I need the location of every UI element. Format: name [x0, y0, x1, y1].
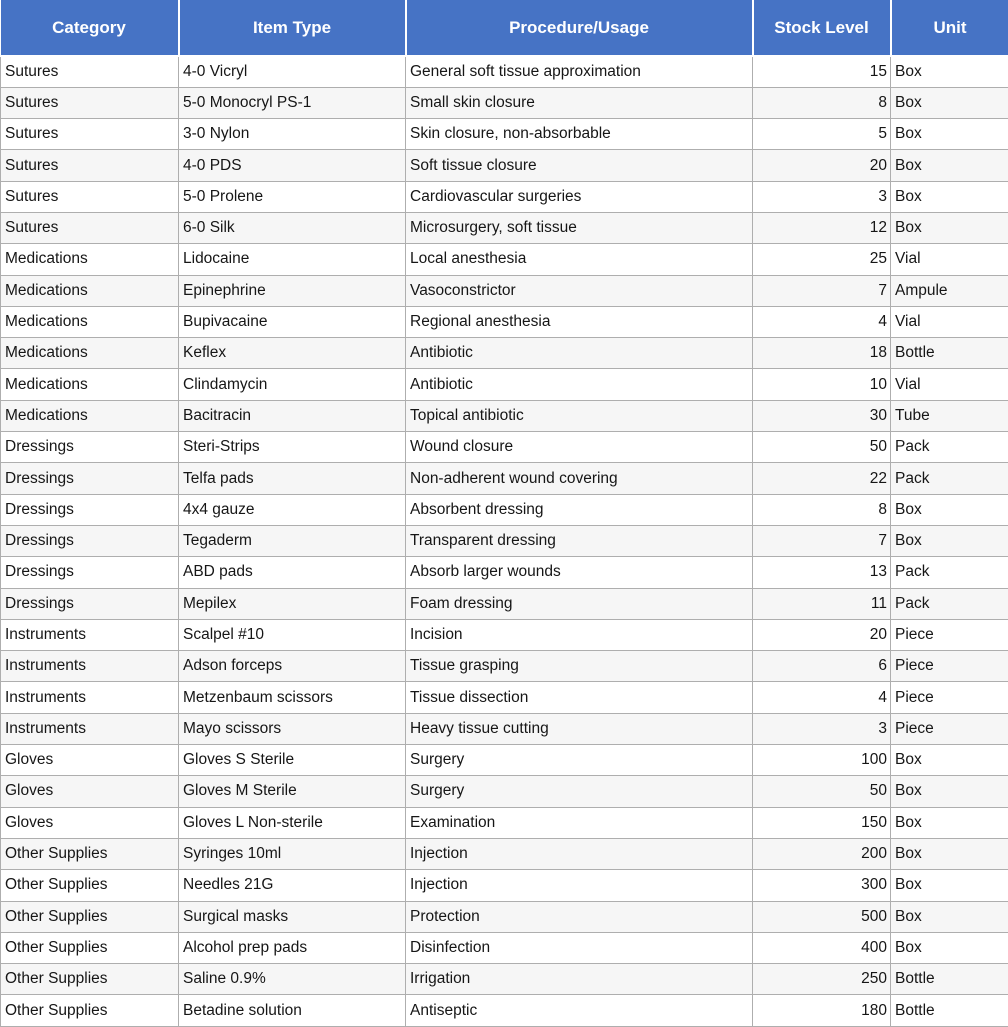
cell-category: Medications	[1, 369, 179, 400]
table-row	[1, 557, 1008, 588]
cell-stock-level: 30	[753, 400, 891, 431]
cell-stock-level: 7	[753, 525, 891, 556]
cell-item-type: Bacitracin	[179, 400, 406, 431]
cell-item-type: Scalpel #10	[179, 619, 406, 650]
cell-stock-level: 3	[753, 713, 891, 744]
cell-category: Other Supplies	[1, 995, 179, 1026]
cell-stock-level: 3	[753, 181, 891, 212]
cell-category: Sutures	[1, 212, 179, 243]
cell-category: Dressings	[1, 557, 179, 588]
table-row	[1, 119, 1008, 150]
table-row	[1, 901, 1008, 932]
table-row	[1, 870, 1008, 901]
cell-stock-level: 20	[753, 150, 891, 181]
cell-unit: Vial	[891, 244, 1008, 275]
cell-category: Medications	[1, 338, 179, 369]
column-header-category: Category	[1, 0, 179, 56]
cell-category: Instruments	[1, 651, 179, 682]
cell-category: Medications	[1, 400, 179, 431]
column-header-stock-level: Stock Level	[753, 0, 891, 56]
cell-unit: Piece	[891, 682, 1008, 713]
cell-stock-level: 8	[753, 494, 891, 525]
cell-procedure-usage: Absorbent dressing	[406, 494, 753, 525]
table-row	[1, 525, 1008, 556]
cell-unit: Box	[891, 56, 1008, 87]
cell-unit: Tube	[891, 400, 1008, 431]
cell-unit: Vial	[891, 369, 1008, 400]
header-row	[1, 0, 1008, 56]
cell-procedure-usage: Antibiotic	[406, 338, 753, 369]
cell-category: Gloves	[1, 776, 179, 807]
cell-stock-level: 18	[753, 338, 891, 369]
cell-unit: Box	[891, 901, 1008, 932]
table-row	[1, 964, 1008, 995]
table-row	[1, 713, 1008, 744]
cell-stock-level: 7	[753, 275, 891, 306]
cell-item-type: 4x4 gauze	[179, 494, 406, 525]
cell-procedure-usage: Foam dressing	[406, 588, 753, 619]
cell-category: Instruments	[1, 682, 179, 713]
cell-item-type: Bupivacaine	[179, 306, 406, 337]
table-row	[1, 275, 1008, 306]
cell-procedure-usage: Heavy tissue cutting	[406, 713, 753, 744]
table-row	[1, 400, 1008, 431]
cell-item-type: Surgical masks	[179, 901, 406, 932]
cell-item-type: Lidocaine	[179, 244, 406, 275]
cell-unit: Box	[891, 87, 1008, 118]
cell-unit: Box	[891, 807, 1008, 838]
table-row	[1, 432, 1008, 463]
cell-procedure-usage: Injection	[406, 870, 753, 901]
cell-unit: Bottle	[891, 995, 1008, 1026]
table-row	[1, 651, 1008, 682]
table-body	[1, 56, 1008, 1026]
cell-stock-level: 250	[753, 964, 891, 995]
cell-procedure-usage: Absorb larger wounds	[406, 557, 753, 588]
cell-item-type: Keflex	[179, 338, 406, 369]
cell-procedure-usage: Antibiotic	[406, 369, 753, 400]
cell-item-type: Gloves L Non-sterile	[179, 807, 406, 838]
table-row	[1, 682, 1008, 713]
table-row	[1, 776, 1008, 807]
table-row	[1, 619, 1008, 650]
cell-stock-level: 100	[753, 745, 891, 776]
table-row	[1, 87, 1008, 118]
cell-procedure-usage: Soft tissue closure	[406, 150, 753, 181]
cell-stock-level: 200	[753, 838, 891, 869]
cell-unit: Box	[891, 932, 1008, 963]
cell-category: Medications	[1, 306, 179, 337]
cell-stock-level: 25	[753, 244, 891, 275]
cell-category: Dressings	[1, 525, 179, 556]
column-header-procedure-usage: Procedure/Usage	[406, 0, 753, 56]
cell-item-type: Epinephrine	[179, 275, 406, 306]
cell-unit: Box	[891, 776, 1008, 807]
cell-category: Dressings	[1, 432, 179, 463]
table-row	[1, 244, 1008, 275]
cell-item-type: Tegaderm	[179, 525, 406, 556]
cell-category: Other Supplies	[1, 838, 179, 869]
cell-category: Sutures	[1, 119, 179, 150]
column-header-unit: Unit	[891, 0, 1008, 56]
cell-stock-level: 400	[753, 932, 891, 963]
cell-unit: Box	[891, 119, 1008, 150]
cell-procedure-usage: Regional anesthesia	[406, 306, 753, 337]
cell-procedure-usage: Disinfection	[406, 932, 753, 963]
cell-stock-level: 15	[753, 56, 891, 87]
cell-unit: Piece	[891, 619, 1008, 650]
cell-unit: Bottle	[891, 338, 1008, 369]
cell-unit: Pack	[891, 463, 1008, 494]
cell-item-type: Gloves S Sterile	[179, 745, 406, 776]
cell-item-type: 4-0 Vicryl	[179, 56, 406, 87]
table-header	[1, 0, 1008, 56]
cell-item-type: Mepilex	[179, 588, 406, 619]
cell-item-type: Steri-Strips	[179, 432, 406, 463]
table-row	[1, 56, 1008, 87]
cell-procedure-usage: Cardiovascular surgeries	[406, 181, 753, 212]
cell-procedure-usage: Tissue dissection	[406, 682, 753, 713]
cell-stock-level: 12	[753, 212, 891, 243]
cell-stock-level: 13	[753, 557, 891, 588]
cell-category: Dressings	[1, 494, 179, 525]
cell-category: Dressings	[1, 588, 179, 619]
cell-stock-level: 50	[753, 776, 891, 807]
table-row	[1, 838, 1008, 869]
cell-unit: Pack	[891, 588, 1008, 619]
table-row	[1, 588, 1008, 619]
cell-stock-level: 5	[753, 119, 891, 150]
table-row	[1, 150, 1008, 181]
cell-item-type: Gloves M Sterile	[179, 776, 406, 807]
cell-category: Other Supplies	[1, 932, 179, 963]
cell-unit: Box	[891, 745, 1008, 776]
cell-stock-level: 50	[753, 432, 891, 463]
cell-unit: Box	[891, 212, 1008, 243]
cell-stock-level: 300	[753, 870, 891, 901]
cell-stock-level: 4	[753, 306, 891, 337]
cell-item-type: 4-0 PDS	[179, 150, 406, 181]
cell-unit: Box	[891, 181, 1008, 212]
cell-item-type: Metzenbaum scissors	[179, 682, 406, 713]
cell-item-type: Alcohol prep pads	[179, 932, 406, 963]
cell-category: Instruments	[1, 619, 179, 650]
cell-unit: Ampule	[891, 275, 1008, 306]
cell-unit: Piece	[891, 651, 1008, 682]
cell-stock-level: 8	[753, 87, 891, 118]
cell-stock-level: 500	[753, 901, 891, 932]
cell-stock-level: 4	[753, 682, 891, 713]
cell-category: Other Supplies	[1, 964, 179, 995]
table-row	[1, 494, 1008, 525]
cell-unit: Box	[891, 494, 1008, 525]
cell-procedure-usage: Vasoconstrictor	[406, 275, 753, 306]
cell-category: Other Supplies	[1, 901, 179, 932]
cell-procedure-usage: Injection	[406, 838, 753, 869]
table-row	[1, 212, 1008, 243]
cell-item-type: Betadine solution	[179, 995, 406, 1026]
cell-procedure-usage: Examination	[406, 807, 753, 838]
cell-procedure-usage: Antiseptic	[406, 995, 753, 1026]
cell-stock-level: 10	[753, 369, 891, 400]
table-row	[1, 338, 1008, 369]
cell-stock-level: 6	[753, 651, 891, 682]
cell-item-type: 6-0 Silk	[179, 212, 406, 243]
cell-unit: Box	[891, 870, 1008, 901]
cell-item-type: Clindamycin	[179, 369, 406, 400]
cell-procedure-usage: Local anesthesia	[406, 244, 753, 275]
cell-category: Instruments	[1, 713, 179, 744]
cell-item-type: Syringes 10ml	[179, 838, 406, 869]
cell-category: Gloves	[1, 807, 179, 838]
cell-category: Medications	[1, 244, 179, 275]
cell-stock-level: 180	[753, 995, 891, 1026]
table-row	[1, 369, 1008, 400]
cell-item-type: Needles 21G	[179, 870, 406, 901]
cell-item-type: Telfa pads	[179, 463, 406, 494]
cell-item-type: Mayo scissors	[179, 713, 406, 744]
cell-category: Sutures	[1, 87, 179, 118]
cell-unit: Box	[891, 525, 1008, 556]
cell-category: Gloves	[1, 745, 179, 776]
cell-procedure-usage: Protection	[406, 901, 753, 932]
cell-procedure-usage: Tissue grasping	[406, 651, 753, 682]
cell-category: Other Supplies	[1, 870, 179, 901]
cell-category: Sutures	[1, 181, 179, 212]
cell-procedure-usage: Skin closure, non-absorbable	[406, 119, 753, 150]
cell-category: Dressings	[1, 463, 179, 494]
cell-stock-level: 150	[753, 807, 891, 838]
cell-procedure-usage: Topical antibiotic	[406, 400, 753, 431]
cell-stock-level: 11	[753, 588, 891, 619]
cell-unit: Pack	[891, 432, 1008, 463]
cell-item-type: 5-0 Prolene	[179, 181, 406, 212]
cell-procedure-usage: Irrigation	[406, 964, 753, 995]
cell-unit: Box	[891, 838, 1008, 869]
cell-procedure-usage: Small skin closure	[406, 87, 753, 118]
cell-procedure-usage: Non-adherent wound covering	[406, 463, 753, 494]
cell-item-type: Adson forceps	[179, 651, 406, 682]
cell-procedure-usage: Surgery	[406, 745, 753, 776]
cell-unit: Pack	[891, 557, 1008, 588]
column-header-item-type: Item Type	[179, 0, 406, 56]
cell-category: Sutures	[1, 56, 179, 87]
table-row	[1, 463, 1008, 494]
table-row	[1, 807, 1008, 838]
cell-procedure-usage: Microsurgery, soft tissue	[406, 212, 753, 243]
cell-procedure-usage: Surgery	[406, 776, 753, 807]
cell-item-type: 3-0 Nylon	[179, 119, 406, 150]
table-row	[1, 181, 1008, 212]
cell-unit: Box	[891, 150, 1008, 181]
cell-unit: Vial	[891, 306, 1008, 337]
cell-procedure-usage: Transparent dressing	[406, 525, 753, 556]
table-row	[1, 995, 1008, 1026]
cell-category: Medications	[1, 275, 179, 306]
cell-unit: Piece	[891, 713, 1008, 744]
cell-item-type: 5-0 Monocryl PS-1	[179, 87, 406, 118]
cell-item-type: Saline 0.9%	[179, 964, 406, 995]
table-row	[1, 306, 1008, 337]
cell-procedure-usage: Wound closure	[406, 432, 753, 463]
cell-procedure-usage: Incision	[406, 619, 753, 650]
table-row	[1, 745, 1008, 776]
cell-stock-level: 22	[753, 463, 891, 494]
cell-procedure-usage: General soft tissue approximation	[406, 56, 753, 87]
cell-item-type: ABD pads	[179, 557, 406, 588]
table-row	[1, 932, 1008, 963]
cell-category: Sutures	[1, 150, 179, 181]
cell-stock-level: 20	[753, 619, 891, 650]
cell-unit: Bottle	[891, 964, 1008, 995]
